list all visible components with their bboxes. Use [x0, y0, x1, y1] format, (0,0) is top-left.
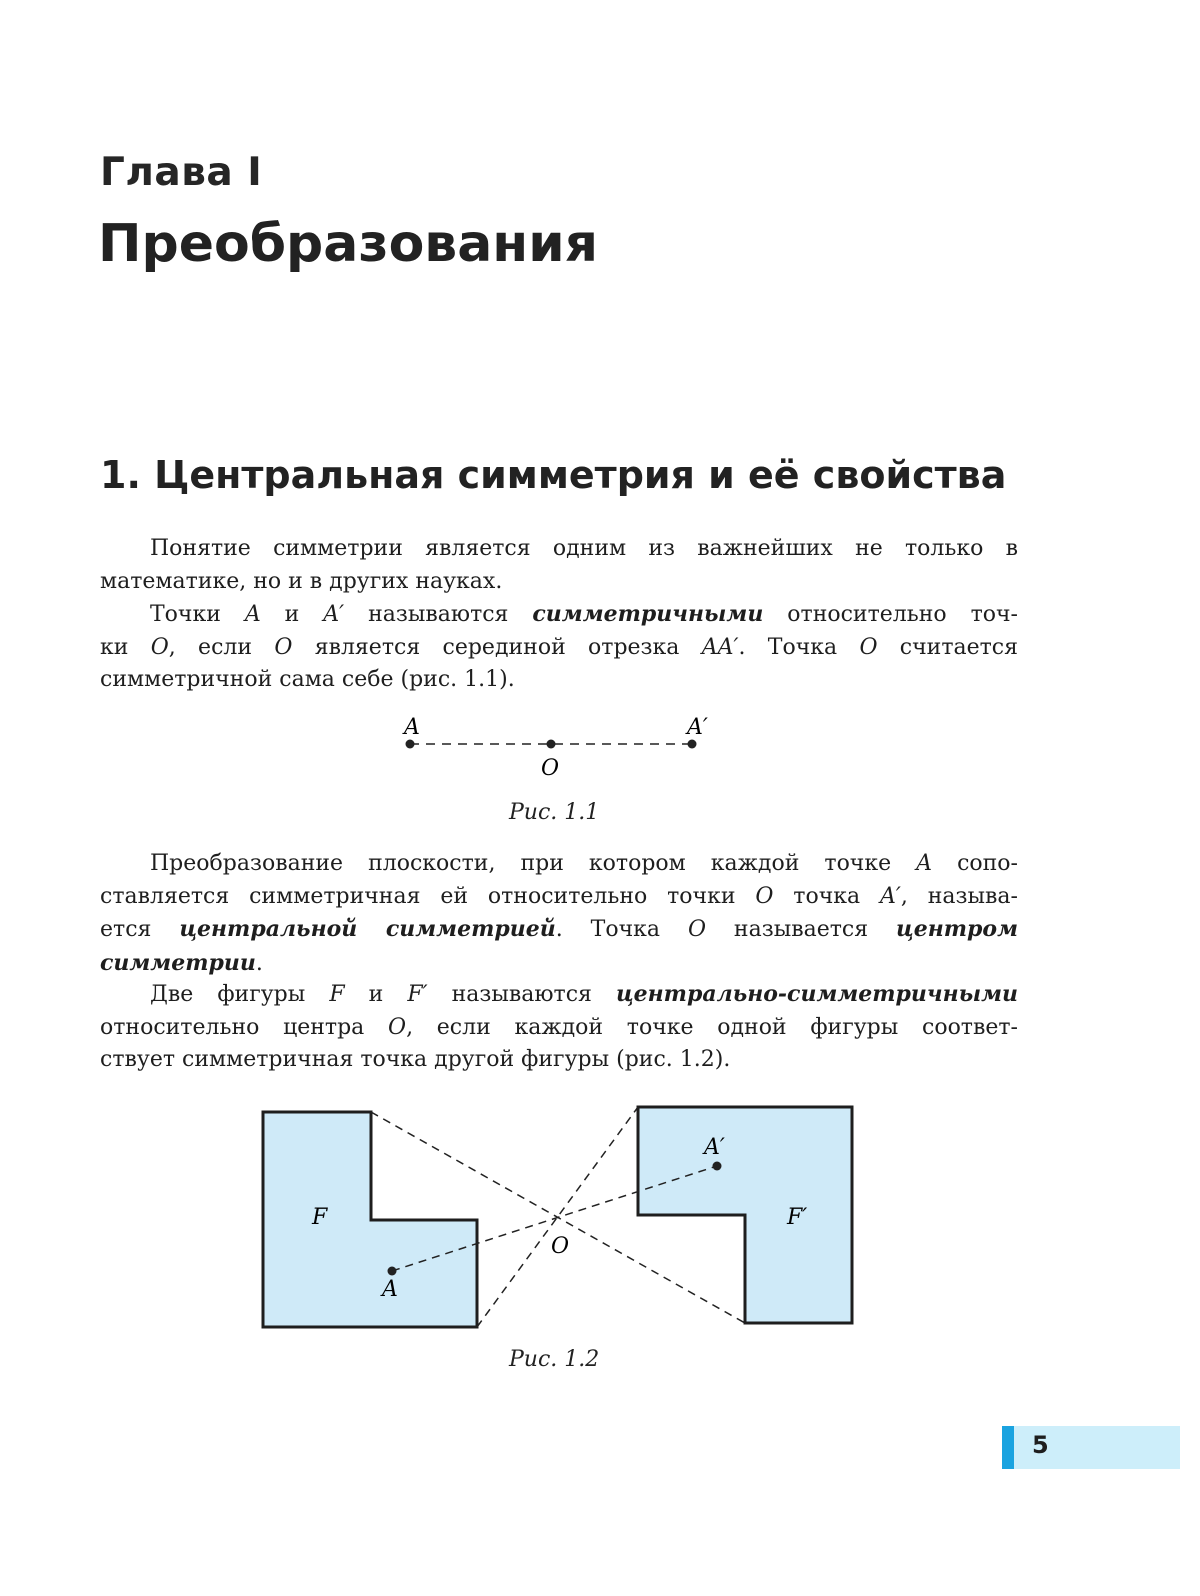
- figure-f-prime: [638, 1107, 852, 1323]
- term: центром: [896, 916, 1018, 942]
- point-a: [388, 1267, 397, 1276]
- variable: F′: [407, 982, 428, 1007]
- point-a: [406, 740, 415, 749]
- text: .: [255, 950, 263, 976]
- term: центральной симметрией: [179, 916, 556, 942]
- figure-1-1: [390, 705, 730, 790]
- text-line: ствует симметричная точка другой фигуры (рис. 1.2).: [100, 1047, 731, 1072]
- label-o: O: [551, 1234, 570, 1259]
- term: симметричными: [532, 601, 764, 627]
- label-a-prime: A′: [687, 715, 708, 740]
- chapter-title: Преобразования: [98, 214, 599, 274]
- paragraph-definition-points: [100, 598, 1018, 697]
- figure-1-1-caption: Рис. 1.1: [509, 800, 600, 825]
- text: , если: [168, 634, 275, 660]
- text: . Точка: [738, 634, 860, 660]
- text: называются: [427, 982, 616, 1007]
- text: Точки: [150, 602, 245, 627]
- text: называется: [705, 917, 897, 942]
- text: ки: [100, 634, 151, 660]
- term: симметрии: [100, 949, 256, 976]
- text: и: [260, 602, 324, 627]
- text-line: [100, 598, 1018, 632]
- text: ставляется симметричная ей относительно точки: [100, 883, 756, 909]
- text-line: [100, 632, 1018, 665]
- text-line: математике, но и в других науках.: [100, 568, 503, 594]
- text-line: [100, 913, 1018, 947]
- variable: AA′: [701, 634, 739, 660]
- text: относительно центра: [100, 1014, 389, 1040]
- point-a-prime: [688, 740, 697, 749]
- text: является серединой отрезка: [292, 634, 702, 660]
- figure-f: [263, 1112, 477, 1327]
- figure-1-2: [250, 1095, 870, 1345]
- text-line: [100, 947, 1018, 981]
- label-a: A: [382, 1277, 398, 1302]
- text: точка: [773, 883, 880, 909]
- variable: A′: [323, 602, 345, 627]
- text: . Точка: [555, 917, 688, 942]
- point-a-prime: [713, 1162, 722, 1171]
- variable: O: [755, 883, 774, 909]
- label-o: O: [541, 756, 560, 781]
- text-line: [100, 881, 1018, 914]
- variable: A′: [880, 883, 901, 909]
- variable: O: [274, 634, 293, 660]
- variable: O: [687, 917, 706, 942]
- variable: A: [916, 851, 933, 876]
- chapter-label: Глава I: [100, 150, 263, 195]
- page-number-tab: [1002, 1426, 1180, 1469]
- text: , называ-: [900, 883, 1018, 909]
- label-f-prime: F′: [787, 1205, 808, 1230]
- text: считается: [877, 634, 1018, 660]
- paragraph-central-symmetry: [100, 848, 1018, 980]
- section-title: 1. Центральная симметрия и её свойства: [100, 453, 1007, 497]
- label-a-prime: A′: [704, 1135, 725, 1160]
- text: Две фигуры: [150, 982, 330, 1007]
- label-a: A: [404, 715, 420, 740]
- point-o: [547, 740, 556, 749]
- text: относительно точ-: [763, 602, 1018, 627]
- text-line: [100, 1012, 1018, 1045]
- text-line: Понятие симметрии является одним из важнейших не только в: [150, 536, 1018, 561]
- label-f: F: [312, 1205, 328, 1230]
- figure-1-2-caption: Рис. 1.2: [509, 1347, 600, 1372]
- text: называются: [344, 602, 533, 627]
- paragraph-intro: [100, 533, 1018, 598]
- text: сопо-: [932, 851, 1018, 876]
- text: Преобразование плоскости, при котором каждой точке: [150, 851, 917, 876]
- page-number: 5: [1032, 1431, 1049, 1459]
- variable: O: [859, 634, 878, 660]
- text: , если каждой точке одной фигуры соответ-: [406, 1014, 1018, 1040]
- text-line: [100, 978, 1018, 1012]
- text: и: [344, 982, 408, 1007]
- text-line: симметричной сама себе (рис. 1.1).: [100, 667, 515, 692]
- text: ется: [100, 917, 180, 942]
- variable: F: [329, 982, 345, 1007]
- term: центрально-симметричными: [615, 981, 1018, 1007]
- variable: O: [388, 1014, 407, 1040]
- variable: O: [150, 634, 169, 660]
- paragraph-central-symmetric-figures: [100, 978, 1018, 1077]
- text-line: [100, 848, 1018, 881]
- variable: A: [244, 602, 261, 627]
